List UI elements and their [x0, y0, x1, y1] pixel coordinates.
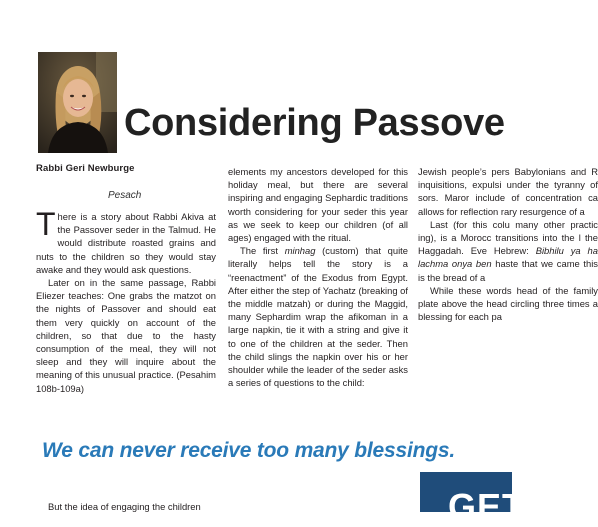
- author-portrait-image: [38, 52, 117, 153]
- paragraph-6-italic: Bibhilu ya ha lachma onya ben: [418, 245, 598, 270]
- paragraph-6: [418, 218, 598, 284]
- article-column-2: [228, 165, 408, 389]
- author-byline: Rabbi Geri Newburge: [36, 163, 135, 174]
- paragraph-4-end: (custom) that quite literally helps tell the story is a “reenactment” of the Exodus from Egypt. After either the step of Yachatz (breaking of the middle matzah) or during the Maggid, many Sephardim wrap the afikoman in a large napkin, tie it with a string and give it to one of the children at the seder. Then the child slings the napkin over his or her shoulder while the leader of the seder asks a series of questions to the child:: [228, 245, 408, 389]
- paragraph-3: elements my ancestors developed for this holiday meal, but there are several inspiring and engaging Sephardic traditions worth considering for your seder this year as we seek to keep our children (of all ages) engaged with the ritual.: [228, 166, 408, 244]
- section-label: Pesach: [108, 190, 142, 201]
- advertisement-text: GET: [448, 486, 526, 527]
- drop-cap: T: [36, 206, 56, 242]
- pull-quote: We can never receive too many blessings.: [42, 439, 455, 462]
- paragraph-6-end: haste that we came this is the bread of a: [418, 258, 598, 283]
- paragraph-6-start: Last (for this colu many other practic ing), is a Morocc transitions into the l the Haggadah. Eve Hebrew:: [418, 218, 598, 257]
- article-headline: Considering Passove: [124, 102, 505, 144]
- article-column-1: [36, 206, 216, 395]
- column-1-continuation: But the idea of engaging the children: [48, 501, 201, 512]
- paragraph-4-start: The first: [240, 245, 285, 257]
- paragraph-2: Later on in the same passage, Rabbi Eliezer teaches: One grabs the matzot on the nights of Passover and should eat them very quickly on account of the children, so that due to the hasty consumption of the meal, they will not sleep and they will inquire about the meaning of this unusual practice. (Pesahim 108b-109a): [36, 277, 216, 394]
- paragraph-4: [228, 244, 408, 389]
- paragraph-5: Jewish people’s pers Babylonians and R inquisitions, expulsi under the tyranny of sors. Maror include of concentration ca allows for reflection rary resurgence of a: [418, 166, 598, 217]
- article-column-3: [418, 165, 598, 323]
- paragraph-1: [36, 206, 216, 276]
- paragraph-7: While these words head of the family plate above the head circling three times a blessing for each pa: [418, 284, 598, 323]
- author-photo: [38, 52, 117, 153]
- paragraph-1-text: here is a story about Rabbi Akiva at the Passover seder in the Talmud. He would distribute roasted grains and nuts to the children so they would stay awake and they would ask questions.: [36, 211, 216, 275]
- paragraph-4-italic: minhag: [284, 245, 316, 257]
